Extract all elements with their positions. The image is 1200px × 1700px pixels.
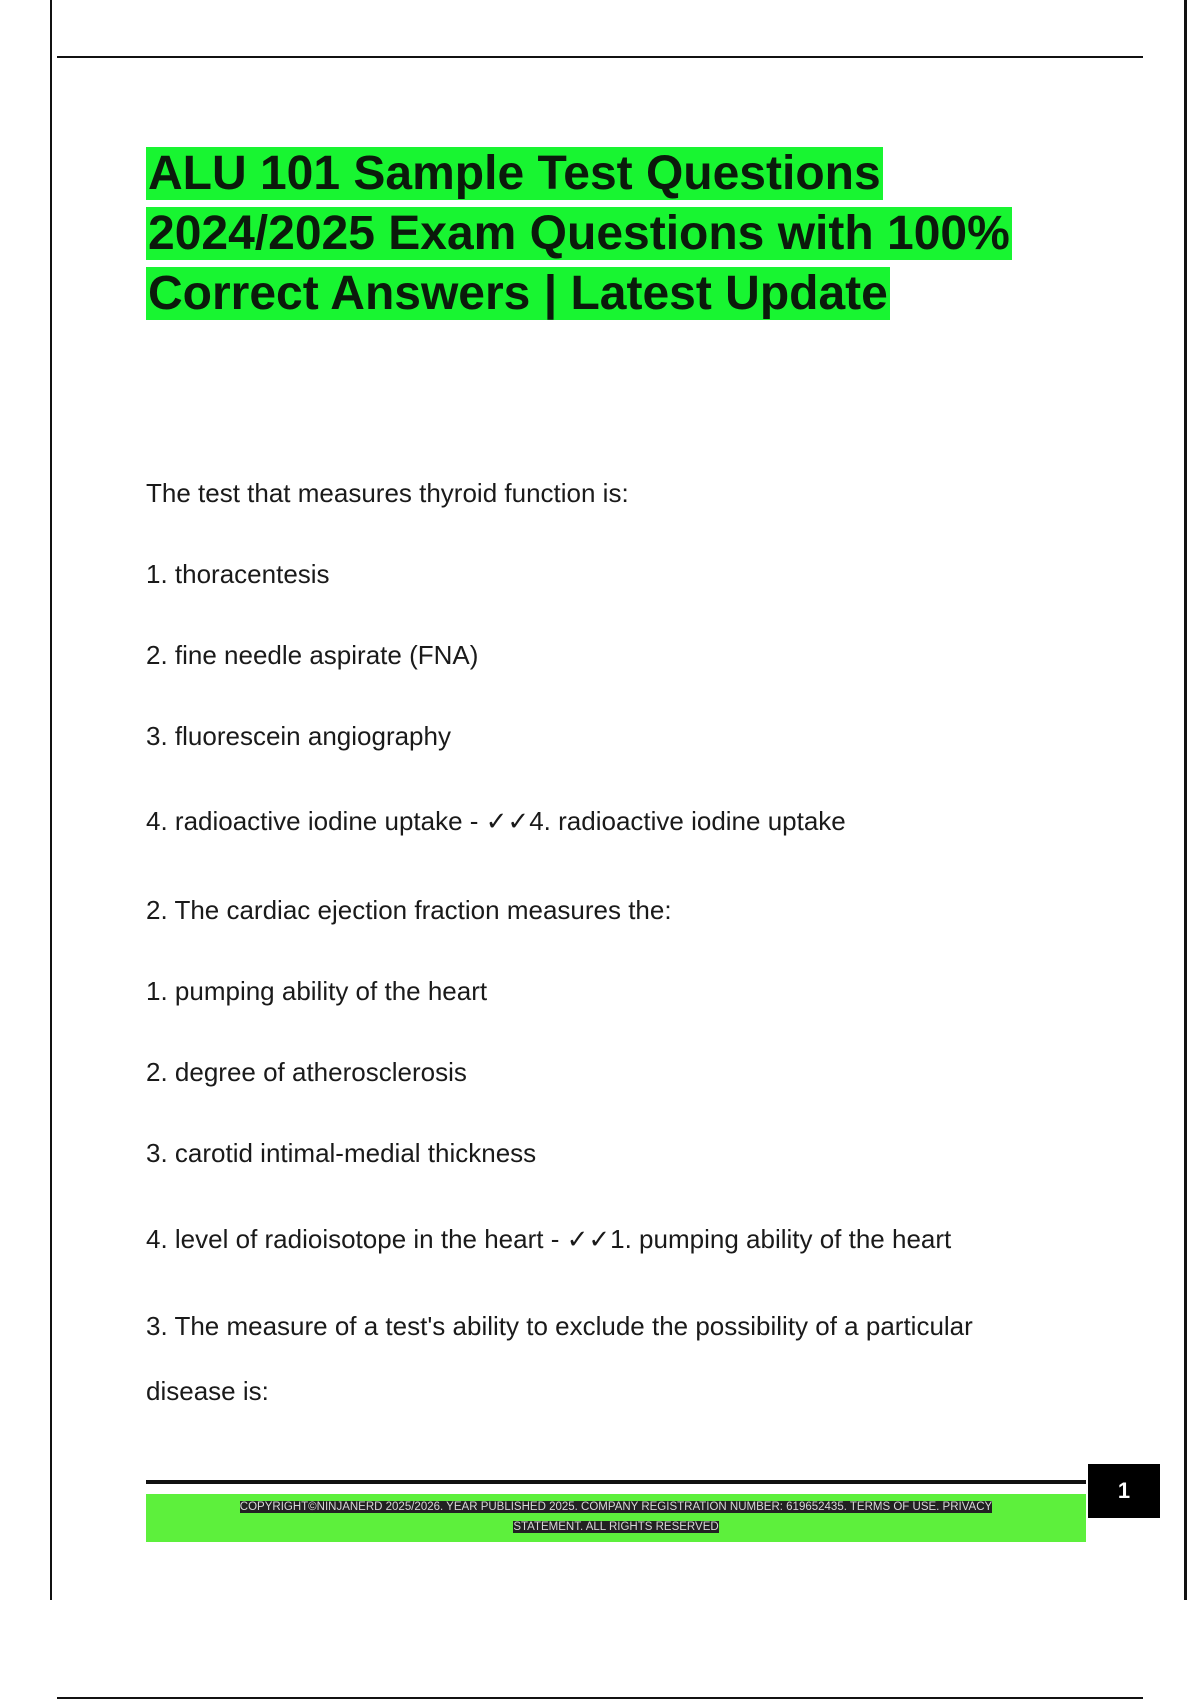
question-3-stem: 3. The measure of a test's ability to exclude the possibility of a particular bbox=[146, 1311, 973, 1341]
question-2-stem: 2. The cardiac ejection fraction measures the: bbox=[146, 895, 672, 925]
footer-copyright-line-2: STATEMENT. ALL RIGHTS RESERVED bbox=[513, 1521, 719, 1533]
document-title bbox=[146, 144, 1046, 324]
page-border-right bbox=[1184, 0, 1187, 1600]
question-2-option-4-answer: 4. level of radioisotope in the heart - ✓✓1. pumping ability of the heart bbox=[146, 1224, 952, 1254]
footer-copyright-line-1: COPYRIGHT©NINJANERD 2025/2026. YEAR PUBLISHED 2025. COMPANY REGISTRATION NUMBER: 619652435. TERMS OF USE. PRIVACY bbox=[239, 1501, 993, 1513]
bottom-rule bbox=[57, 1697, 1143, 1699]
page-number-badge: 1 bbox=[1088, 1464, 1160, 1518]
question-3-stem-continued: disease is: bbox=[146, 1376, 269, 1406]
footer-rule bbox=[146, 1480, 1086, 1484]
question-2-option-1: 1. pumping ability of the heart bbox=[146, 976, 488, 1006]
question-1-option-4-answer: 4. radioactive iodine uptake - ✓✓4. radioactive iodine uptake bbox=[146, 806, 846, 836]
question-1-option-2: 2. fine needle aspirate (FNA) bbox=[146, 640, 479, 670]
header-rule bbox=[57, 56, 1143, 58]
page-border-left bbox=[50, 0, 52, 1600]
question-1-option-3: 3. fluorescein angiography bbox=[146, 721, 451, 751]
question-1-stem: The test that measures thyroid function is: bbox=[146, 478, 629, 508]
document-title-text: ALU 101 Sample Test Questions 2024/2025 Exam Questions with 100% Correct Answers | Latest Update bbox=[148, 147, 1010, 320]
question-2-option-2: 2. degree of atherosclerosis bbox=[146, 1057, 467, 1087]
footer-copyright-bar bbox=[146, 1494, 1086, 1542]
question-2-option-3: 3. carotid intimal-medial thickness bbox=[146, 1138, 537, 1168]
question-1-option-1: 1. thoracentesis bbox=[146, 559, 330, 589]
